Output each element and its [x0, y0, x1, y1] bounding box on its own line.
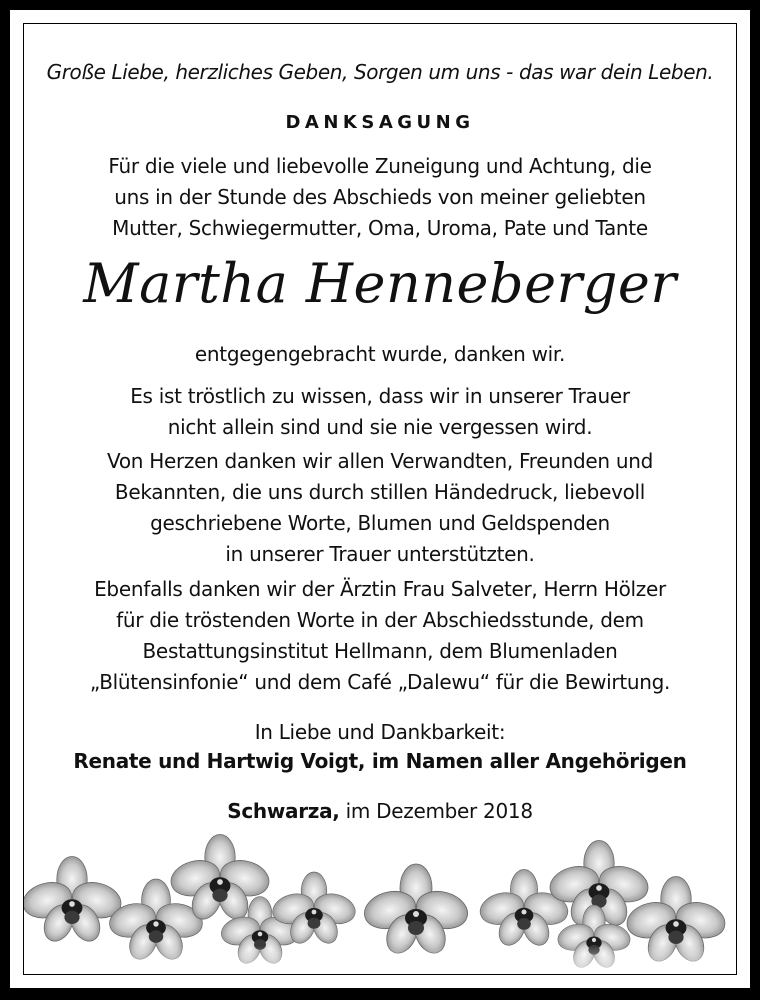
notice-frame: [23, 23, 737, 975]
text-line: Von Herzen danken wir allen Verwandten, Freunden und: [107, 449, 653, 473]
text-line: in unserer Trauer unterstützten.: [225, 542, 535, 566]
also-thanks-paragraph: [24, 574, 736, 698]
text-line: geschriebene Worte, Blumen und Geldspenden: [150, 511, 610, 535]
thanks-paragraph: [24, 446, 736, 570]
date: im Dezember 2018: [345, 799, 533, 823]
text-line: Für die viele und liebevolle Zuneigung und Achtung, die: [108, 154, 652, 178]
after-name-line: entgegengebracht wurde, danken wir.: [194, 342, 566, 366]
text-line: Es ist tröstlich zu wissen, dass wir in unserer Trauer: [130, 384, 630, 408]
heading: DANKSAGUNG: [285, 112, 475, 133]
text-line: für die tröstenden Worte in der Abschiedsstunde, dem: [116, 608, 644, 632]
motto: Große Liebe, herzliches Geben, Sorgen um uns - das war dein Leben.: [46, 60, 714, 84]
text-line: Bekannten, die uns durch stillen Händedruck, liebevoll: [114, 480, 646, 504]
comfort-paragraph: [24, 381, 736, 443]
obituary-card: [10, 10, 750, 988]
deceased-name: Martha Henneberger: [83, 252, 677, 315]
text-line: „Blütensinfonie“ und dem Café „Dalewu“ für die Bewirtung.: [89, 670, 671, 694]
text-line: Bestattungsinstitut Hellmann, dem Blumenladen: [142, 639, 618, 663]
text-line: Ebenfalls danken wir der Ärztin Frau Salveter, Herrn Hölzer: [94, 577, 666, 601]
place: Schwarza,: [227, 799, 340, 823]
place-date: [24, 799, 736, 823]
signers: Renate und Hartwig Voigt, im Namen aller Angehörigen: [73, 749, 687, 773]
orchid-decoration: [24, 824, 737, 975]
closing-line: In Liebe und Dankbarkeit:: [254, 720, 506, 744]
text-line: Mutter, Schwiegermutter, Oma, Uroma, Pate und Tante: [112, 216, 648, 240]
intro-paragraph: [24, 151, 736, 244]
text-line: nicht allein sind und sie nie vergessen wird.: [167, 415, 593, 439]
text-line: uns in der Stunde des Abschieds von meiner geliebten: [114, 185, 646, 209]
